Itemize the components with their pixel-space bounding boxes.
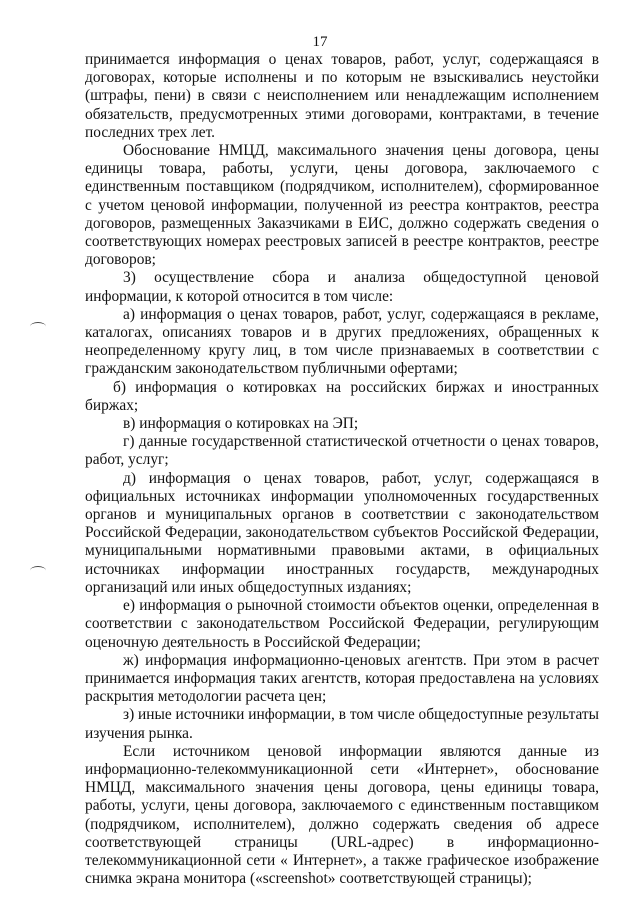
document-body [85, 51, 599, 888]
paragraph: Обоснование НМЦД, максимального значения цены договора, цены единицы товара, работы, услуги, цены договора, заключаемого с единственным поставщиком (подрядчиком, исполнителем), сформированное с учетом ценовой информации, полученной из реестра контрактов, реестра договоров, размещенных Заказчиками в ЕИС, должно содержать сведения о соответствующих номерах реестровых записей в реестре контрактов, реестре договоров; [85, 142, 599, 269]
list-item: в) информация о котировках на ЭП; [123, 415, 359, 433]
paragraph: Если источником ценовой информации являются данные из информационно-телекоммуникационной сети «Интернет», обоснование НМЦД, максимального значения цены договора, цены единицы товара, работы, услуги, цены договора, заключаемого с единственным поставщиком (подрядчиком, исполнителем), должно содержать сведения об адресе соответствующей страницы (URL-адрес) в информационно-телекоммуникационной сети « Интернет», а также графическое изображение снимка экрана монитора («screenshot» соответствующей страницы); [85, 742, 599, 888]
margin-mark [30, 566, 46, 575]
list-item: г) данные государственной статистической отчетности о ценах товаров, работ, услуг; [85, 433, 599, 469]
list-item: з) иные источники информации, в том числе общедоступные результаты изучения рынка. [85, 706, 599, 742]
paragraph: принимается информация о ценах товаров, работ, услуг, содержащаяся в договорах, которые исполнены и по которым не взыскивались неустойки (штрафы, пени) в связи с неисполнением или ненадлежащим исполнением обязательств, предусмотренных этими договорами, контрактами, в течение последних трех лет. [85, 51, 599, 141]
list-item: е) информация о рыночной стоимости объектов оценки, определенная в соответствии с законодательством Российской Федерации, регулирующим оценочную деятельность в Российской Федерации; [85, 597, 599, 651]
list-item: б) информация о котировках на российских биржах и иностранных биржах; [85, 378, 599, 414]
list-item: а) информация о ценах товаров, работ, услуг, содержащаяся в рекламе, каталогах, описаниях товаров и в других предложениях, обращенных к неопределенному кругу лиц, в том числе признаваемых в соответствии с гражданским законодательством публичными офертами; [85, 305, 599, 378]
paragraph: 3) осуществление сбора и анализа общедоступной ценовой информации, к которой относится в том числе: [85, 269, 599, 305]
list-item: ж) информация информационно-ценовых агентств. При этом в расчет принимается информация таких агентств, которая предоставлена на условиях раскрытия методологии расчета цен; [85, 651, 599, 706]
margin-mark [30, 322, 46, 331]
page-number: 17 [312, 34, 328, 50]
list-item: д) информация о ценах товаров, работ, услуг, содержащаяся в официальных источниках информации уполномоченных государственных органов и муниципальных органов в соответствии с законодательством Российской Федерации, законодательством субъектов Российской Федерации, муниципальными нормативными правовыми актами, в официальных источниках информации иностранных государств, международных организаций или иных общедоступных изданиях; [85, 469, 599, 596]
